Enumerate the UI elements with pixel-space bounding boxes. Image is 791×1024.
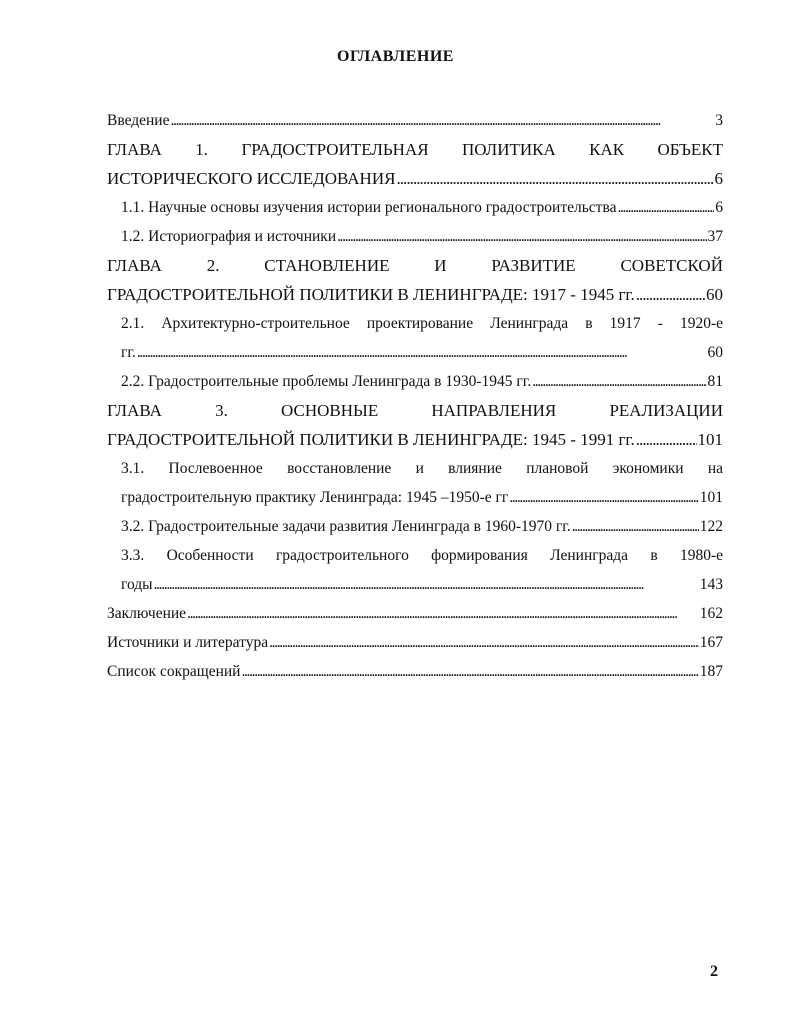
toc-section-1-2[interactable]	[107, 222, 723, 251]
toc-page: 122	[699, 518, 723, 535]
toc-leader	[154, 570, 699, 599]
toc-page: 187	[699, 663, 723, 680]
toc-section-2-2[interactable]	[107, 367, 723, 396]
toc-leader	[636, 280, 705, 309]
toc-page: 60	[706, 285, 723, 304]
toc-label: гг.	[121, 344, 136, 361]
toc-entry-sources[interactable]	[107, 628, 723, 657]
toc-leader	[617, 193, 714, 222]
toc-chapter-2-line2[interactable]	[107, 280, 723, 309]
page-number: 2	[710, 963, 718, 980]
toc-label: Источники и литература	[107, 634, 269, 651]
toc-leader	[636, 425, 697, 454]
toc-leader	[137, 338, 707, 367]
toc-chapter-3-line2[interactable]	[107, 425, 723, 454]
toc-chapter-1-line1[interactable]: ГЛАВА 1. ГРАДОСТРОИТЕЛЬНАЯ ПОЛИТИКА КАК ОБЪЕКТ	[107, 140, 723, 159]
toc-leader	[532, 367, 706, 396]
toc-section-3-1-line2[interactable]	[107, 483, 723, 512]
toc-label: ИСТОРИЧЕСКОГО ИССЛЕДОВАНИЯ	[107, 169, 396, 188]
toc-leader	[269, 628, 699, 657]
toc-section-1-1[interactable]	[107, 193, 723, 222]
page-title: ОГЛАВЛЕНИЕ	[337, 48, 454, 65]
toc-page: 162	[699, 605, 723, 622]
toc-label: 1.2. Историография и источники	[121, 228, 337, 245]
toc-page: 6	[715, 199, 723, 216]
toc-entry-conclusion[interactable]	[107, 599, 723, 628]
toc-label: годы	[121, 576, 153, 593]
toc-section-3-1-line1[interactable]: 3.1. Послевоенное восстановление и влияние плановой экономики на	[121, 460, 723, 477]
toc-page: 167	[699, 634, 723, 651]
toc-entry-abbreviations[interactable]	[107, 657, 723, 686]
toc-label: 1.1. Научные основы изучения истории регионального градостроительства	[121, 199, 617, 216]
table-of-contents	[107, 106, 723, 686]
toc-page: 3	[715, 112, 723, 129]
toc-leader	[187, 599, 699, 628]
toc-leader	[396, 164, 713, 193]
toc-page: 37	[707, 228, 723, 245]
toc-section-2-1-line2[interactable]	[107, 338, 723, 367]
toc-page: 101	[699, 489, 723, 506]
toc-leader	[170, 106, 714, 135]
toc-section-3-3-line2[interactable]	[107, 570, 723, 599]
toc-section-3-3-line1[interactable]: 3.3. Особенности градостроительного формирования Ленинграда в 1980-е	[121, 547, 723, 564]
toc-chapter-1-line2[interactable]	[107, 164, 723, 193]
toc-leader	[572, 512, 699, 541]
toc-leader	[337, 222, 706, 251]
toc-label: ГРАДОСТРОИТЕЛЬНОЙ ПОЛИТИКИ В ЛЕНИНГРАДЕ: 1917 - 1945 гг.	[107, 285, 635, 304]
toc-section-3-2[interactable]	[107, 512, 723, 541]
toc-leader	[509, 483, 699, 512]
toc-entry-intro[interactable]	[107, 106, 723, 135]
toc-label: Введение	[107, 112, 170, 129]
toc-label: ГРАДОСТРОИТЕЛЬНОЙ ПОЛИТИКИ В ЛЕНИНГРАДЕ: 1945 - 1991 гг.	[107, 430, 635, 449]
toc-chapter-3-line1[interactable]: ГЛАВА 3. ОСНОВНЫЕ НАПРАВЛЕНИЯ РЕАЛИЗАЦИИ	[107, 401, 723, 420]
toc-label: Заключение	[107, 605, 187, 622]
toc-label: градостроительную практику Ленинграда: 1945 –1950-е гг	[121, 489, 509, 506]
toc-section-2-1-line1[interactable]: 2.1. Архитектурно-строительное проектирование Ленинграда в 1917 - 1920-е	[121, 315, 723, 332]
toc-page: 81	[707, 373, 723, 390]
toc-label: Список сокращений	[107, 663, 241, 680]
toc-page: 143	[699, 576, 723, 593]
toc-label: 3.2. Градостроительные задачи развития Ленинграда в 1960-1970 гг.	[121, 518, 571, 535]
toc-page: 60	[707, 344, 723, 361]
toc-page: 101	[697, 430, 723, 449]
toc-leader	[241, 657, 698, 686]
toc-label: 2.2. Градостроительные проблемы Ленинграда в 1930-1945 гг.	[121, 373, 532, 390]
toc-page: 6	[714, 169, 723, 188]
toc-chapter-2-line1[interactable]: ГЛАВА 2. СТАНОВЛЕНИЕ И РАЗВИТИЕ СОВЕТСКОЙ	[107, 256, 723, 275]
